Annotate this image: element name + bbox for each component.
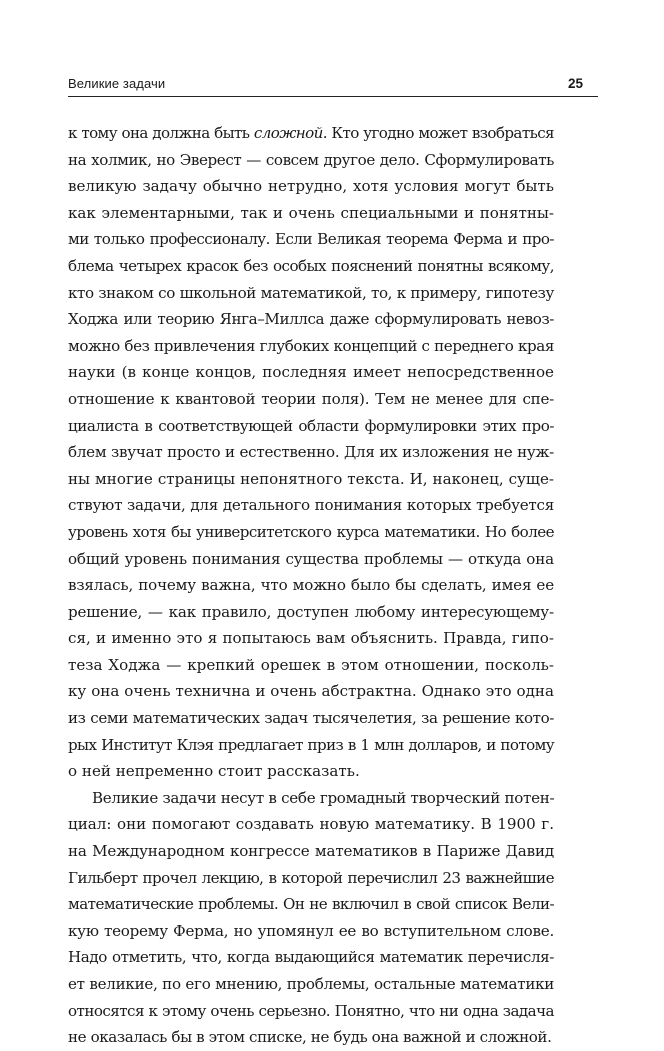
text-line: циалиста в соответствующей области формулировки этих про- [68, 416, 554, 435]
text-line: уровень хотя бы университетского курса математики. Но более [68, 522, 554, 541]
emphasis-word: сложной [253, 124, 323, 142]
text-line: ны многие страницы непонятного текста. И, наконец, суще- [68, 469, 554, 488]
text-line: теза Ходжа — крепкий орешек в этом отношении, посколь- [68, 655, 554, 674]
running-head [68, 76, 598, 97]
text-line: о ней непременно стоит рассказать. [68, 762, 360, 781]
text-line: рых Институт Клэя предлагает приз в 1 млн долларов, и потому [68, 735, 554, 754]
text-line: блем звучат просто и естественно. Для их изложения не нуж- [68, 443, 554, 462]
text-line: Гильберт прочел лекцию, в которой перечислил 23 важнейшие [68, 868, 554, 887]
running-title: Великие задачи [68, 76, 166, 91]
text-line: ми только профессионалу. Если Великая теорема Ферма и про- [68, 230, 554, 249]
text-line: Ходжа или теорию Янга–Миллса даже сформулировать невоз- [68, 310, 554, 329]
text-line: кто знаком со школьной математикой, то, к примеру, гипотезу [68, 283, 554, 302]
text-line: кую теорему Ферма, но упомянул ее во вступительном слове. [68, 921, 554, 940]
text-line: взялась, почему важна, что можно было бы сделать, имея ее [68, 576, 554, 595]
text-line: ет великие, по его мнению, проблемы, остальные математики [68, 975, 555, 993]
text-line: математические проблемы. Он не включил в свой список Вели- [68, 895, 554, 914]
text-line: можно без привлечения глубоких концепций с переднего края [68, 336, 554, 355]
text-line: Надо отметить, что, когда выдающийся математик перечисля- [68, 948, 554, 967]
text-line: решение, — как правило, доступен любому интересующему- [68, 602, 554, 621]
text-line: отношение к квантовой теории поля). Тем не менее для спе- [68, 389, 554, 408]
text-line: науки (в конце концов, последняя имеет непосредственное [68, 363, 554, 382]
text-line [68, 120, 554, 147]
text-line: из семи математических задач тысячелетия, за решение кото- [68, 709, 554, 728]
body-text [68, 120, 554, 1051]
text-segment: . Кто угодно может взобраться [322, 124, 554, 142]
text-line: циал: они помогают создавать новую математику. В 1900 г. [68, 815, 554, 834]
text-line: Великие задачи несут в себе громадный творческий потен- [92, 788, 555, 807]
text-line: на холмик, но Эверест — совсем другое дело. Сформулировать [68, 150, 554, 169]
text-line: на Международном конгрессе математиков в Париже Давид [68, 842, 554, 861]
text-line: относятся к этому очень серьезно. Понятно, что ни одна задача [68, 1001, 554, 1020]
text-line: ку она очень технична и очень абстрактна. Однако это одна [68, 682, 554, 701]
text-line: ся, и именно это я попытаюсь вам объяснить. Правда, гипо- [68, 629, 554, 648]
text-line: блема четырех красок без особых пояснений понятны всякому, [68, 256, 554, 275]
text-segment: к тому она должна быть [68, 124, 254, 142]
text-line: ствуют задачи, для детального понимания которых требуется [68, 496, 554, 515]
text-line: общий уровень понимания существа проблемы — откуда она [68, 549, 554, 568]
text-line: не оказалась бы в этом списке, не будь она важной и сложной. [68, 1028, 552, 1047]
text-line: как элементарными, так и очень специальными и понятны- [68, 203, 554, 222]
text-line: великую задачу обычно нетрудно, хотя условия могут быть [68, 177, 554, 196]
page-number: 25 [568, 76, 584, 91]
